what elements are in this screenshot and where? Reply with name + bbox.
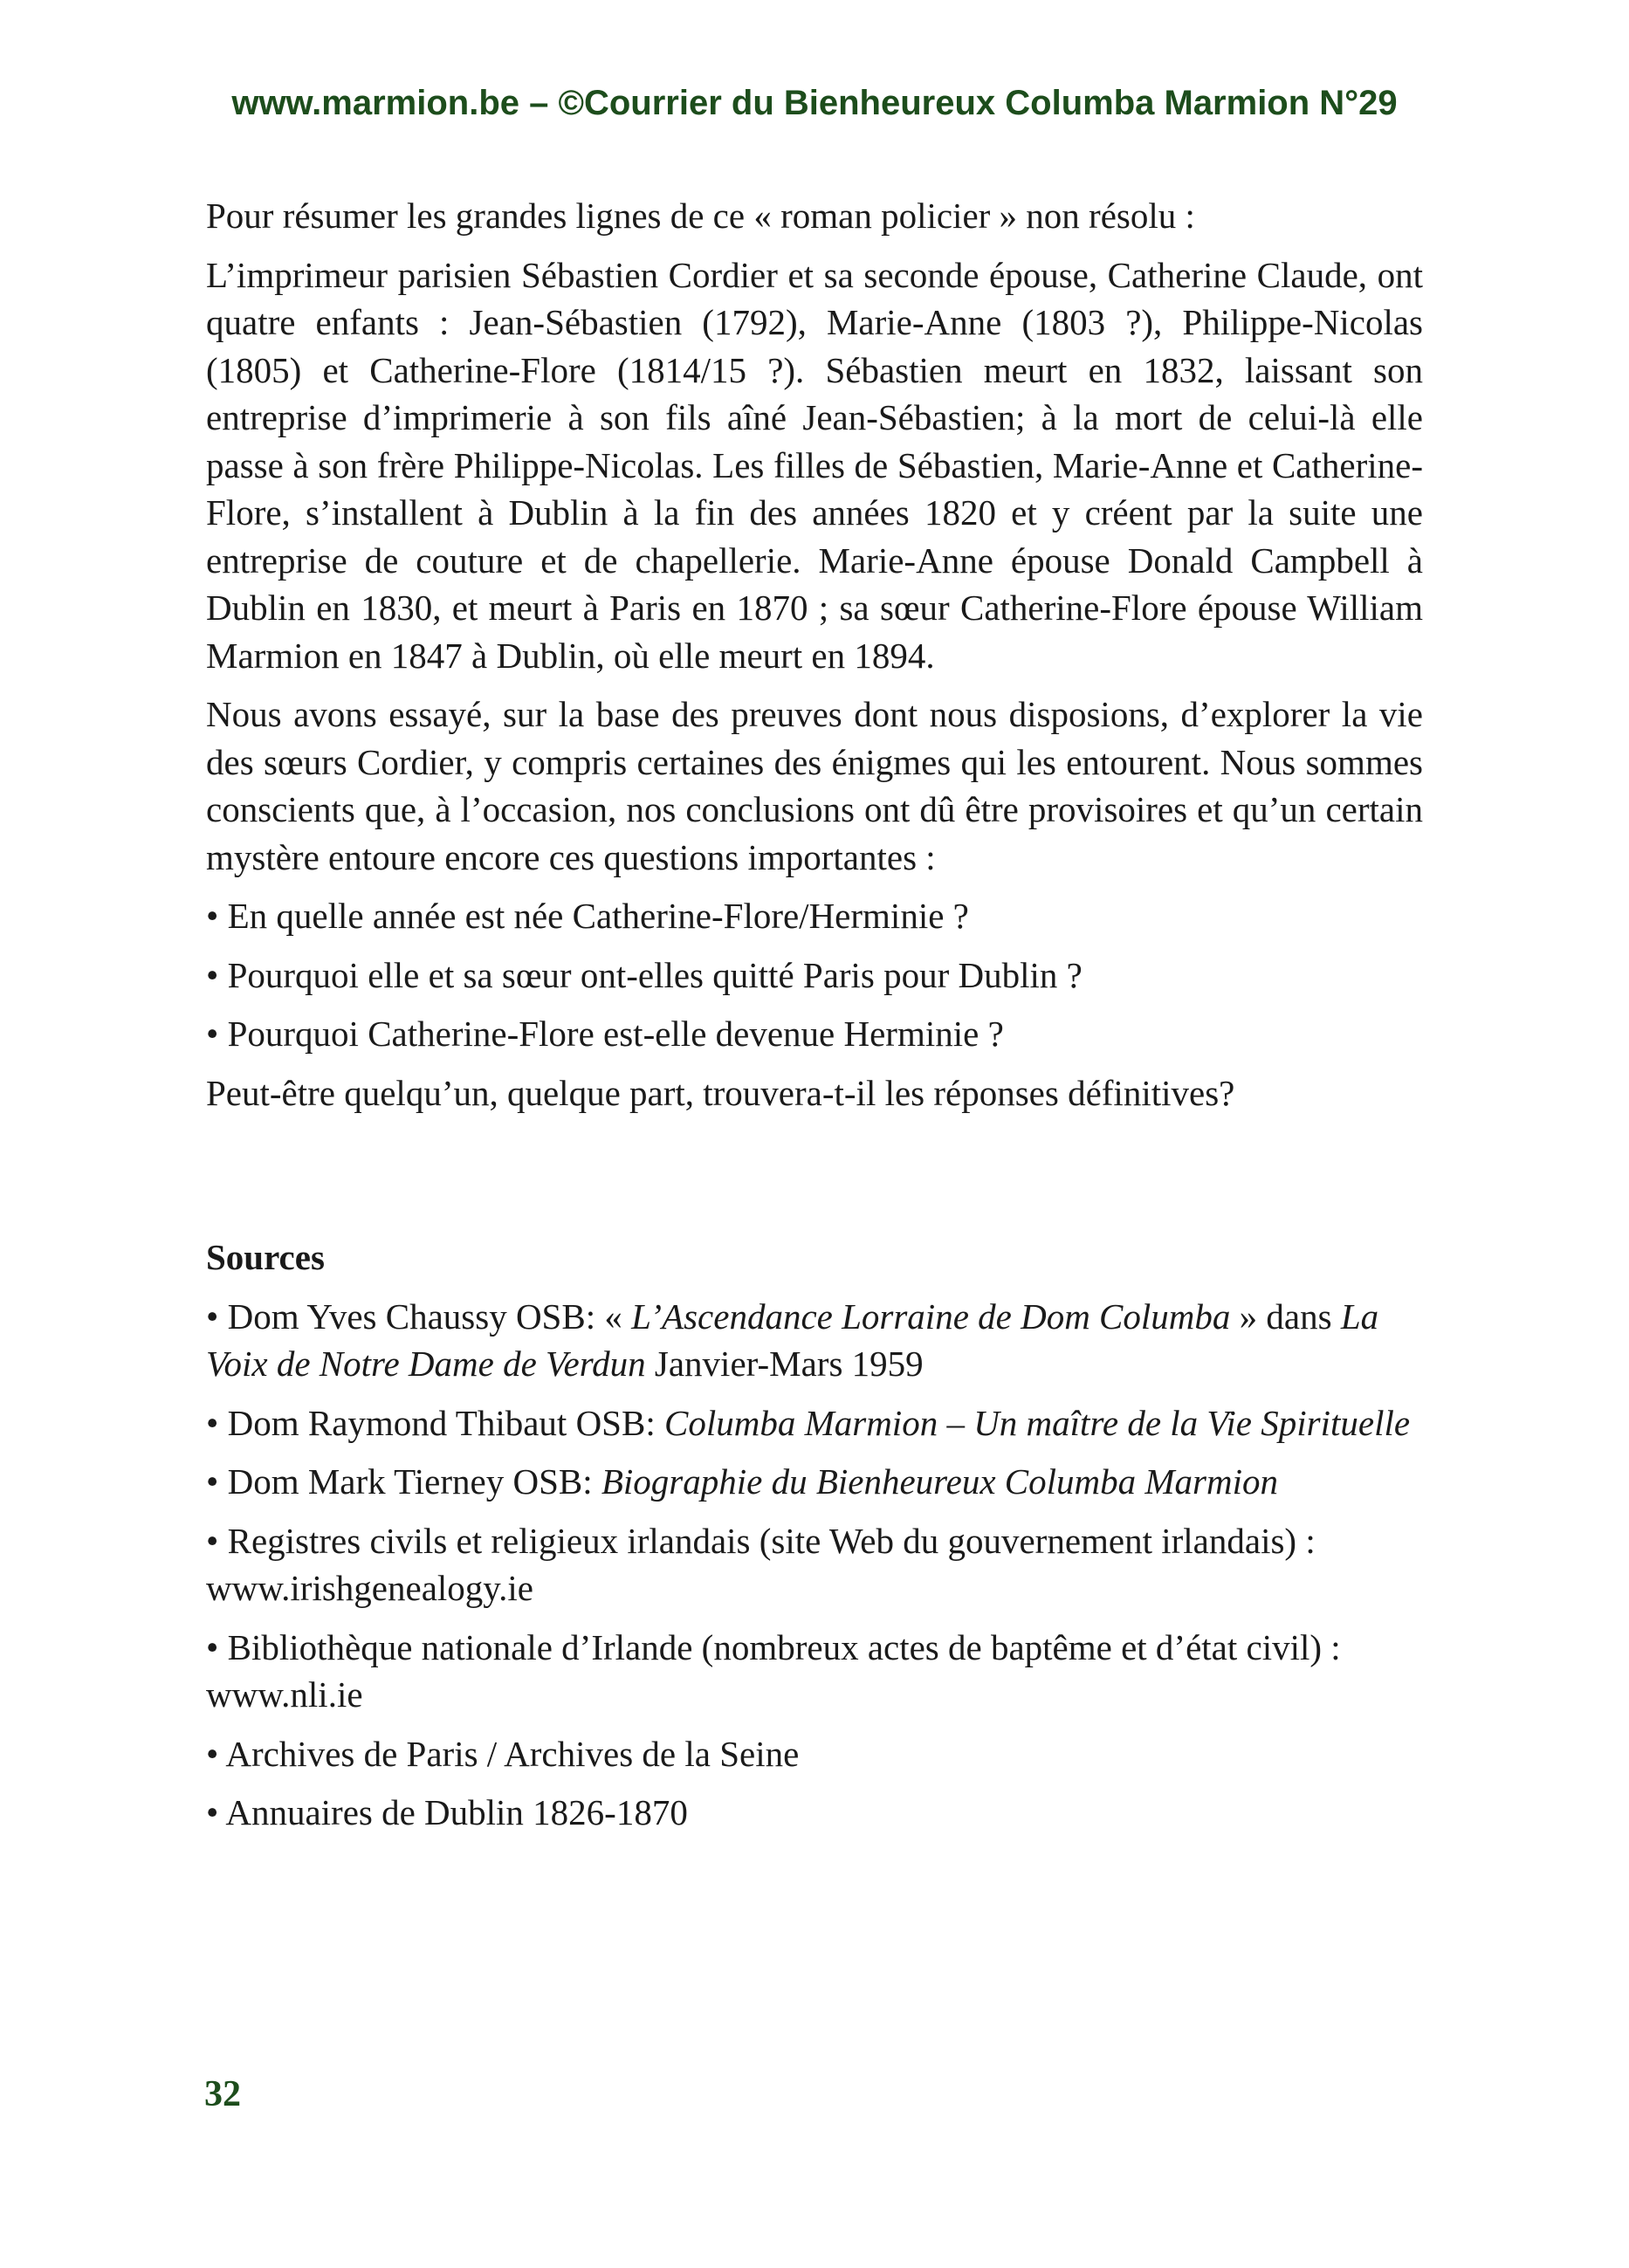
closing-paragraph: Peut-être quelqu’un, quelque part, trouvera-t-il les réponses définitives? (206, 1072, 1235, 1113)
question-item: • Pourquoi elle et sa sœur ont-elles quitté Paris pour Dublin ? (206, 954, 1083, 995)
source-title: L’Ascendance Lorraine de Dom Columba (631, 1296, 1231, 1337)
source-item: • Bibliothèque nationale d’Irlande (nombreux actes de baptême et d’état civil) : www.nli.ie (206, 1626, 1341, 1715)
source-item: • Annuaires de Dublin 1826-1870 (206, 1792, 688, 1832)
source-publication: La Voix de Notre Dame de Verdun (206, 1296, 1379, 1384)
page-header: www.marmion.be – ©Courrier du Bienheureux Columba Marmion N°29 (231, 84, 1398, 122)
question-item: • Pourquoi Catherine-Flore est-elle devenue Herminie ? (206, 1014, 1004, 1054)
source-author: • Dom Mark Tierney OSB: (206, 1461, 601, 1502)
page-number: 32 (204, 2074, 241, 2114)
source-title: Columba Marmion – Un maître de la Vie Spirituelle (663, 1402, 1411, 1443)
question-item: • En quelle année est née Catherine-Flore/Herminie ? (206, 896, 969, 936)
source-date: Janvier-Mars 1959 (645, 1344, 924, 1384)
source-author: • Dom Yves Chaussy OSB: « (206, 1296, 632, 1337)
source-item (206, 1293, 1423, 1388)
source-item (206, 1399, 1423, 1447)
source-item (206, 1458, 1423, 1506)
intro-paragraph: Pour résumer les grandes lignes de ce « roman policier » non résolu : (206, 196, 1195, 236)
source-title: Biographie du Bienheureux Columba Marmion (601, 1461, 1278, 1502)
sources-heading: Sources (206, 1237, 325, 1277)
source-item: • Archives de Paris / Archives de la Seine (206, 1733, 800, 1774)
page-body (206, 192, 1423, 1848)
exploration-paragraph: Nous avons essayé, sur la base des preuves dont nous disposions, d’explorer la vie des sœurs Cordier, y compris certaines des énigmes qui les entourent. Nous sommes conscients que, à l’occasion, nos conclusions ont dû être provisoires et qu’un certain mystère entoure encore ces questions importantes : (206, 694, 1423, 877)
source-author: • Dom Raymond Thibaut OSB: (206, 1402, 664, 1443)
source-item: • Registres civils et religieux irlandais (site Web du gouvernement irlandais) : www.irishgenealogy.ie (206, 1520, 1316, 1608)
summary-paragraph: L’imprimeur parisien Sébastien Cordier et sa seconde épouse, Catherine Claude, ont quatre enfants : Jean-Sébastien (1792), Marie-Anne (1803 ?), Philippe-Nicolas (1805) et Catherine-Flore (1814/15 ?). Sébastien meurt en 1832, laissant son entreprise d’imprimerie à son fils aîné Jean-Sébastien; à la mort de celui-là elle passe à son frère Philippe-Nicolas. Les filles de Sébastien, Marie-Anne et Catherine-Flore, s’installent à Dublin à la fin des années 1820 et y créent par la suite une entreprise de couture et de chapellerie. Marie-Anne épouse Donald Campbell à Dublin en 1830, et meurt à Paris en 1870 ; sa sœur Catherine-Flore épouse William Marmion en 1847 à Dublin, où elle meurt en 1894. (206, 254, 1423, 676)
source-connector: » dans (1230, 1296, 1341, 1337)
